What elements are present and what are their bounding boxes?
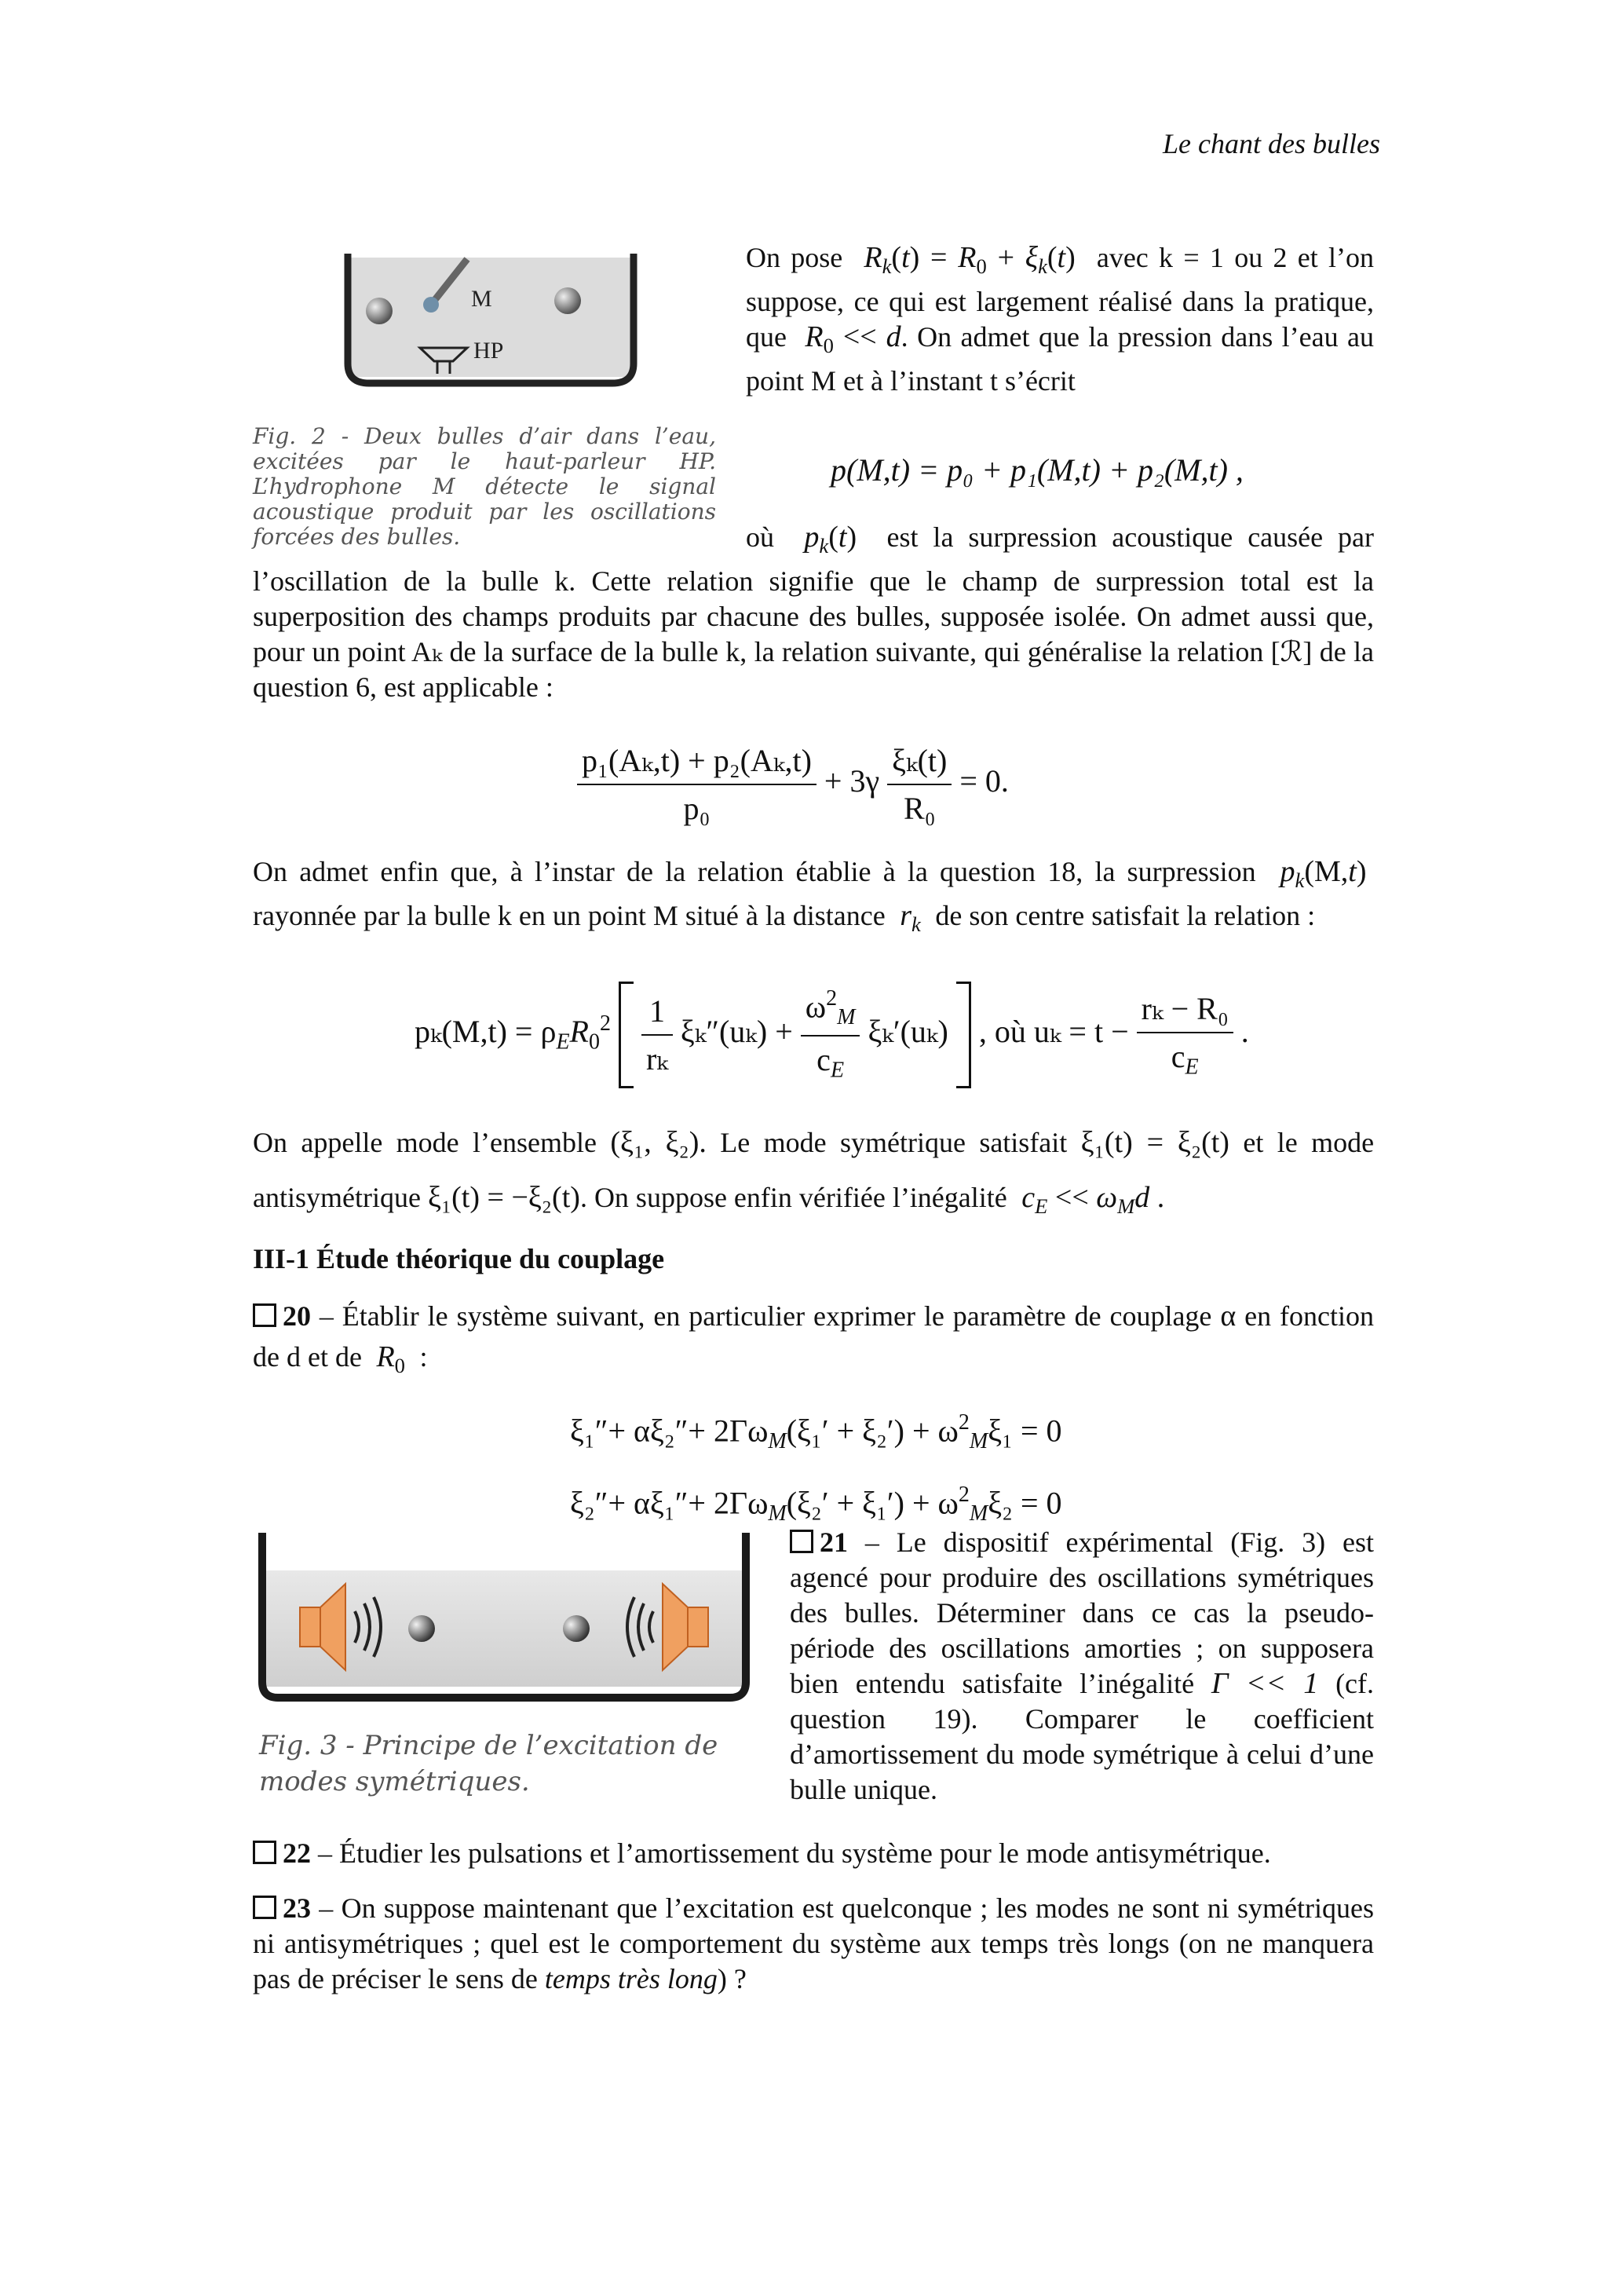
two-bubbles-tank-illustration — [334, 250, 648, 391]
bubble-left — [408, 1615, 435, 1642]
question-21: 21 – Le dispositif expérimental (Fig. 3) est agencé pour produire des oscillations symétriques des bulles. Déterminer dans ce cas la pseudo-période des oscillations amorties ; on supposera bien entendu satisfaite l’inégalité Γ << 1 (cf. question 19). Comparer le coefficient d’amortissement du mode symétrique à celui d’une bulle unique. — [790, 1526, 1375, 1805]
ineq-r0-d: $R_0 << d$ — [805, 320, 901, 357]
question-23: 23 – On suppose maintenant que l’excitation est quelconque ; les modes ne sont ni symétriques ni antisymétriques ; quel est le comportement du système aux temps très longs (on ne manquera pas de préciser le sens de temps très long) ? — [253, 1892, 1375, 1994]
bubble-left — [366, 298, 393, 324]
question-22: 22 – Étudier les pulsations et l’amortissement du système pour le mode antisymétrique. — [253, 1836, 1374, 1871]
paragraph-4: On appelle mode l’ensemble (ξ₁, ξ₂). Le mode symétrique satisfait ξ₁(t) = ξ₂(t) et le mode antisymétrique ξ₁(t) = −ξ₂(t). On suppose enfin vérifiée l’inégalité $c_E << \omega_Md$ . — [253, 1126, 1375, 1218]
equation-pressure: p(M,t) = p₀ + p₁(M,t) + p₂(M,t) , — [831, 452, 1244, 488]
figure-3-caption: Fig. 3 - Principe de l’excitation de modes symétriques. — [259, 1730, 718, 1797]
paragraph-3: On admet enfin que, à l’instar de la relation établie à la question 18, la surpression $p_k(M,t)$ rayonnée par la bulle k en un point M situé à la distance $r_k$ de son centre satisfait la relation : — [253, 855, 1375, 936]
paragraph-2: où $p_k(t)$ est la surpression acoustique causée par l’oscillation de la bulle k. Cette relation signifie que le champ de surpression total est la superposition des champs produits par chacune des bulles, supposée isolée. On admet aussi que, pour un point Aₖ de la surface de la bulle k, la relation suivante, qui généralise la relation [ℛ] de la question 6, est applicable : — [253, 521, 1375, 703]
section-title: III-1 Étude théorique du couplage — [253, 1243, 665, 1274]
paragraph-1: On pose $R_k(t) = R_0 + \xi_k(t)$ avec k = 1 ou 2 et l’on suppose, ce qui est largement réalisé dans la pratique, que $R_0 << d$. On admet que la pression dans l’eau au point M et à l’instant t s’écrit — [746, 241, 1375, 397]
checkbox-icon — [790, 1530, 813, 1553]
label-hp: HP — [473, 338, 504, 364]
checkbox-icon — [253, 1896, 276, 1919]
question-20: 20 – Établir le système suivant, en particulier exprimer le paramètre de couplage α en fonction de d et de $R_0$ : — [253, 1300, 1375, 1377]
bubble-right — [563, 1615, 590, 1642]
figure-2-caption: Fig. 2 - Deux bulles d’air dans l’eau, excitées par le haut-parleur HP. L’hydrophone M détecte le signal acoustique produit par les oscillations forcées des bulles. — [253, 423, 716, 550]
figure-3 — [253, 1533, 755, 1713]
label-m: M — [471, 286, 492, 312]
eq-r-definition: $R_k(t) = R_0 + \xi_k(t)$ — [864, 241, 1087, 278]
checkbox-icon — [253, 1303, 276, 1327]
figure-2 — [334, 250, 648, 391]
equation-boundary-relation: $\frac{\text{p₁(Aₖ,t) + p₂(Aₖ,t)}}{\text{p₀}}$ + 3γ $\frac{\text{ξₖ(t)}}{\text{R₀}}$ = 0. — [577, 742, 1009, 827]
bubble-right — [554, 287, 581, 314]
running-header: Le chant des bulles — [1163, 128, 1380, 159]
equation-radiated-pressure: $p_k(M,t) = \rho_ER_0^2$ $\frac{1}{\text{rₖ}}$ ξₖ″(uₖ) + $\frac{\omega^2_M}{c_E}$ ξₖ′(uₖ) , où uₖ = t − $\frac{\text{rₖ − R₀}}{c_E}$ . — [415, 982, 1249, 1088]
symmetric-excitation-illustration — [253, 1533, 755, 1713]
coupled-system: $\xi_1''+ \alpha\xi_2''+ 2\Gamma\omega_M(\xi_1' + \xi_2') + \omega^2_M\xi_1 = 0$ $\xi_2''+ \alpha\xi_1''+ 2\Gamma\omega_M(\xi_2' + \xi_1') + \omega^2_M\xi_2 = 0$ — [570, 1410, 1062, 1526]
checkbox-icon — [253, 1841, 276, 1864]
